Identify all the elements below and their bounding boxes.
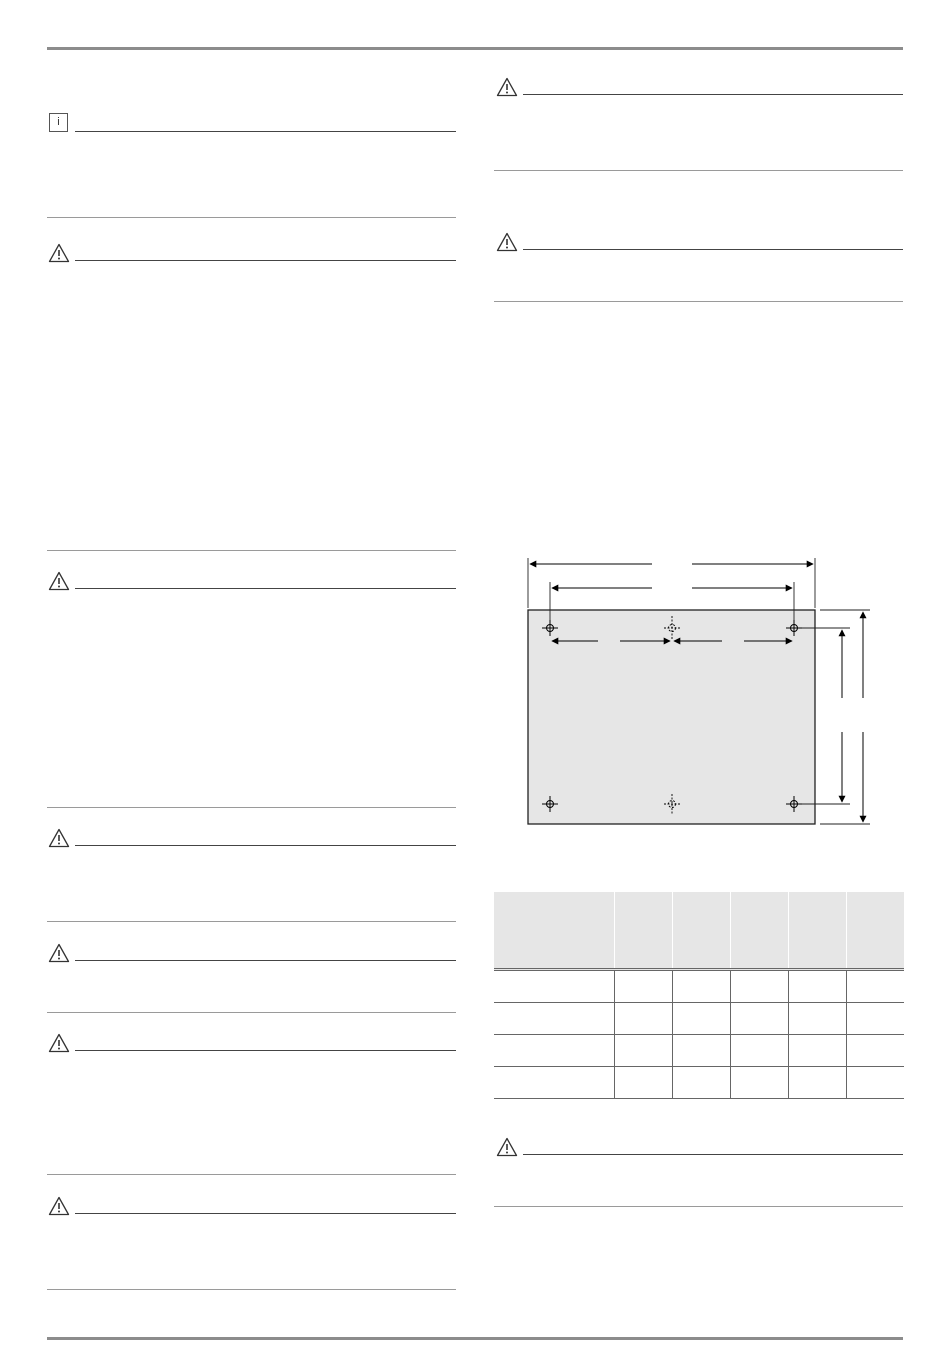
- notice-heading-rule: [523, 249, 903, 250]
- info-icon: i: [49, 113, 68, 132]
- table-cell: [672, 1035, 730, 1067]
- section-divider: [47, 217, 456, 218]
- table-row: [494, 1003, 904, 1035]
- dimension-table: [494, 892, 904, 1099]
- warning-icon: [48, 943, 70, 963]
- table-cell: [846, 1067, 904, 1099]
- table-header-row: [494, 892, 904, 970]
- table-cell: [615, 1003, 673, 1035]
- table-cell: [730, 1035, 788, 1067]
- table-cell: [788, 970, 846, 1003]
- page-bottom-rule: [47, 1337, 903, 1340]
- table-cell: [672, 1067, 730, 1099]
- warning-icon: [48, 1033, 70, 1053]
- table-header-cell: [615, 892, 673, 970]
- table-cell: [846, 1035, 904, 1067]
- mounting-plate: [528, 610, 815, 824]
- table-cell: [788, 1067, 846, 1099]
- table-cell: [494, 970, 615, 1003]
- notice-heading-rule: [75, 1050, 456, 1051]
- table-header-cell: [846, 892, 904, 970]
- mounting-drawing: [520, 548, 880, 830]
- table-header-cell: [494, 892, 615, 970]
- section-divider: [494, 1206, 903, 1207]
- table-header-cell: [730, 892, 788, 970]
- table-cell: [494, 1035, 615, 1067]
- table-cell: [494, 1067, 615, 1099]
- warning-icon: [48, 243, 70, 263]
- section-divider: [47, 1174, 456, 1175]
- warning-icon: [48, 571, 70, 591]
- table-cell: [730, 1003, 788, 1035]
- section-divider: [494, 301, 903, 302]
- table-cell: [615, 1035, 673, 1067]
- page-top-rule: [47, 47, 903, 50]
- section-divider: [47, 1289, 456, 1290]
- table-cell: [672, 1003, 730, 1035]
- table-header-cell: [788, 892, 846, 970]
- section-divider: [47, 550, 456, 551]
- section-divider: [47, 1012, 456, 1013]
- notice-heading-rule: [523, 94, 903, 95]
- table-cell: [788, 1003, 846, 1035]
- table-cell: [494, 1003, 615, 1035]
- table-row: [494, 970, 904, 1003]
- table-cell: [846, 1003, 904, 1035]
- notice-heading-rule: [75, 1213, 456, 1214]
- table-cell: [788, 1035, 846, 1067]
- warning-icon: [496, 77, 518, 97]
- warning-icon: [48, 1196, 70, 1216]
- warning-icon: [496, 232, 518, 252]
- table-row: [494, 1035, 904, 1067]
- table-row: [494, 1067, 904, 1099]
- notice-heading-rule: [523, 1154, 903, 1155]
- notice-heading-rule: [75, 588, 456, 589]
- section-divider: [47, 807, 456, 808]
- notice-heading-rule: [75, 960, 456, 961]
- notice-heading-rule: [75, 131, 456, 132]
- table-cell: [846, 970, 904, 1003]
- section-divider: [494, 170, 903, 171]
- section-divider: [47, 921, 456, 922]
- table-cell: [730, 1067, 788, 1099]
- warning-icon: [48, 828, 70, 848]
- notice-heading-rule: [75, 845, 456, 846]
- table-cell: [615, 1067, 673, 1099]
- notice-heading-rule: [75, 260, 456, 261]
- table-header-cell: [672, 892, 730, 970]
- table-cell: [730, 970, 788, 1003]
- warning-icon: [496, 1137, 518, 1157]
- table-cell: [672, 970, 730, 1003]
- table-cell: [615, 970, 673, 1003]
